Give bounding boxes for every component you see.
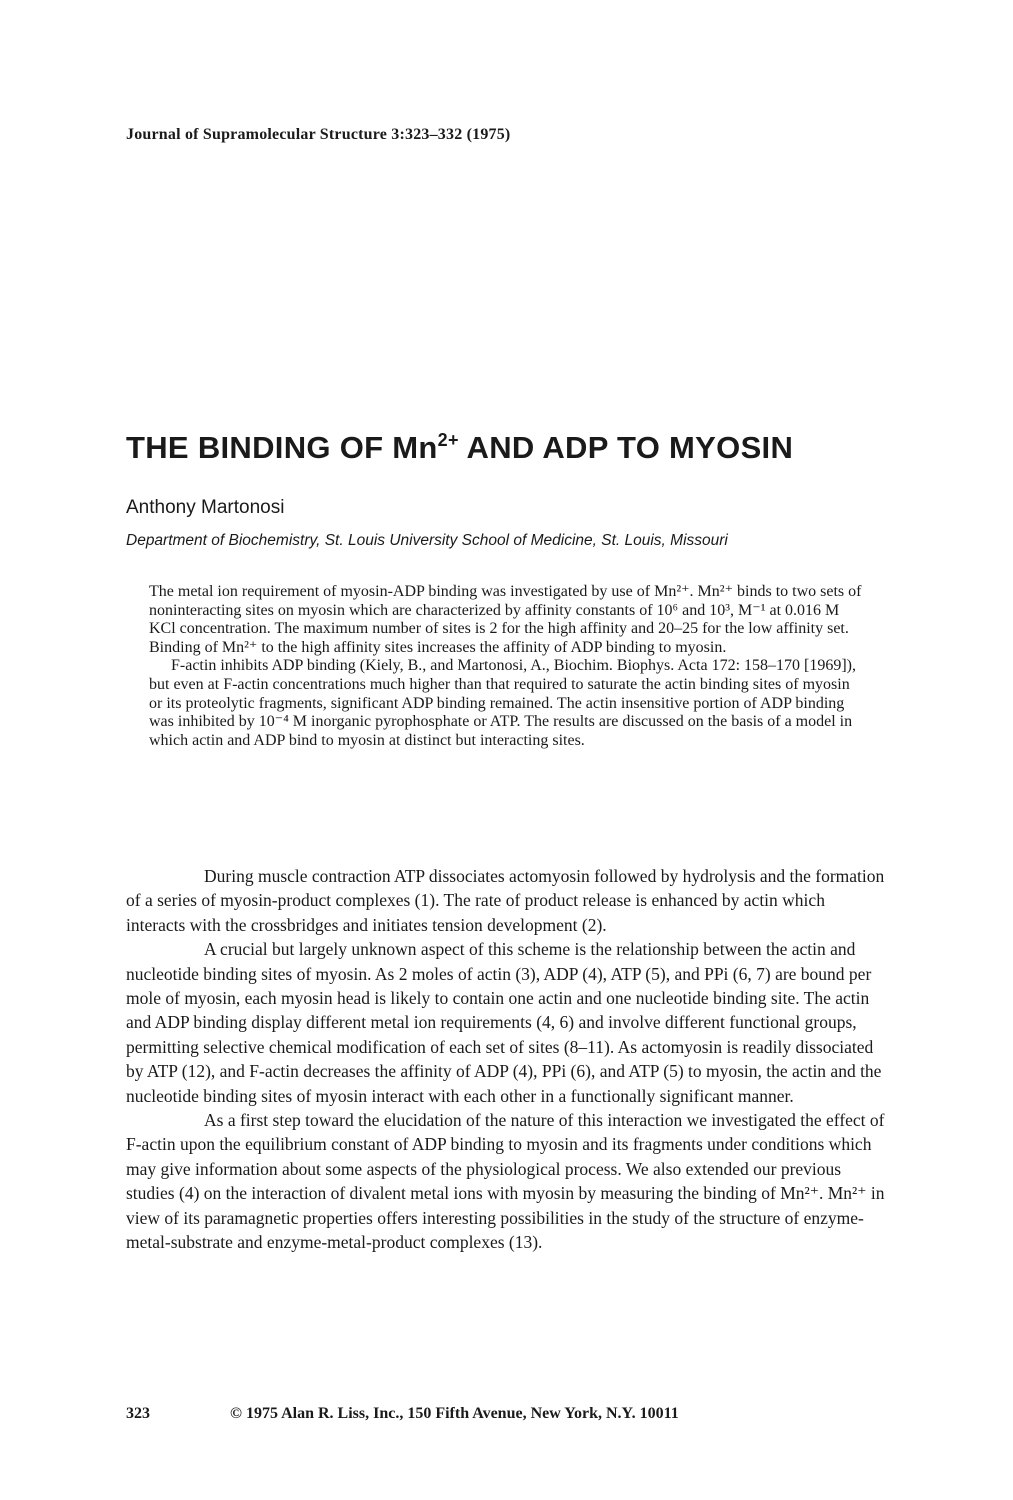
body-paragraph: A crucial but largely unknown aspect of this scheme is the relationship between the actin and nucleotide binding sites of myosin. As 2 moles of actin (3), ADP (4), ATP (5), and PPi (6, 7) are bound per mole of myosin, each myosin head is likely to contain one actin and one nucleotide binding site. The actin and ADP binding display different metal ion requirements (4, 6) and involve different functional groups, permitting selective chemical modification of each set of sites (8–11). As actomyosin is readily dissociated by ATP (12), and F-actin decreases the affinity of ADP (4), PPi (6), and ATP (5) to myosin, the actin and the nucleotide binding sites of myosin interact with each other in a functionally significant manner. <box>126 939 882 1106</box>
title-part-1: THE BINDING OF Mn <box>126 430 438 465</box>
abstract-paragraph: F-actin inhibits ADP binding (Kiely, B., and Martonosi, A., Biochim. Biophys. Acta 172: 158–170 [1969]), but even at F-actin concentrations much higher than that required to saturate the actin binding sites of myosin or its proteolytic fragments, significant ADP binding remained. The actin insensitive portion of ADP binding was inhibited by 10⁻⁴ M inorganic pyrophosphate or ATP. The results are discussed on the basis of a model in which actin and ADP bind to myosin at distinct but interacting sites. <box>149 657 857 749</box>
title-part-2: AND ADP TO MYOSIN <box>458 430 794 465</box>
author-name: Anthony Martonosi <box>126 497 285 518</box>
copyright-notice: © 1975 Alan R. Liss, Inc., 150 Fifth Avenue, New York, N.Y. 10011 <box>230 1405 679 1422</box>
article-title <box>126 430 793 466</box>
title-superscript: 2+ <box>437 430 459 450</box>
body-text <box>126 864 888 1255</box>
page-footer <box>126 1405 826 1423</box>
abstract-paragraph: The metal ion requirement of myosin-ADP binding was investigated by use of Mn²⁺. Mn²⁺ binds to two sets of noninteracting sites on myosin which are characterized by affinity constants of 10⁶ and 10³, M⁻¹ at 0.016 M KCl concentration. The maximum number of sites is 2 for the high affinity and 20–25 for the low affinity set. Binding of Mn²⁺ to the high affinity sites increases the affinity of ADP binding to myosin. <box>149 583 862 656</box>
journal-citation: Journal of Supramolecular Structure 3:323–332 (1975) <box>126 126 511 143</box>
body-paragraph: During muscle contraction ATP dissociates actomyosin followed by hydrolysis and the formation of a series of myosin-product complexes (1). The rate of product release is enhanced by actin which interacts with the crossbridges and initiates tension development (2). <box>126 866 885 935</box>
body-paragraph: As a first step toward the elucidation of the nature of this interaction we investigated the effect of F-actin upon the equilibrium constant of ADP binding to myosin and its fragments under conditions which may give information about some aspects of the physiological process. We also extended our previous studies (4) on the interaction of divalent metal ions with myosin by measuring the binding of Mn²⁺. Mn²⁺ in view of its paramagnetic properties offers interesting possibilities in the study of the structure of enzyme-metal-substrate and enzyme-metal-product complexes (13). <box>126 1110 885 1253</box>
page-number: 323 <box>126 1405 150 1422</box>
author-affiliation: Department of Biochemistry, St. Louis University School of Medicine, St. Louis, Missouri <box>126 532 728 549</box>
abstract <box>149 583 865 750</box>
